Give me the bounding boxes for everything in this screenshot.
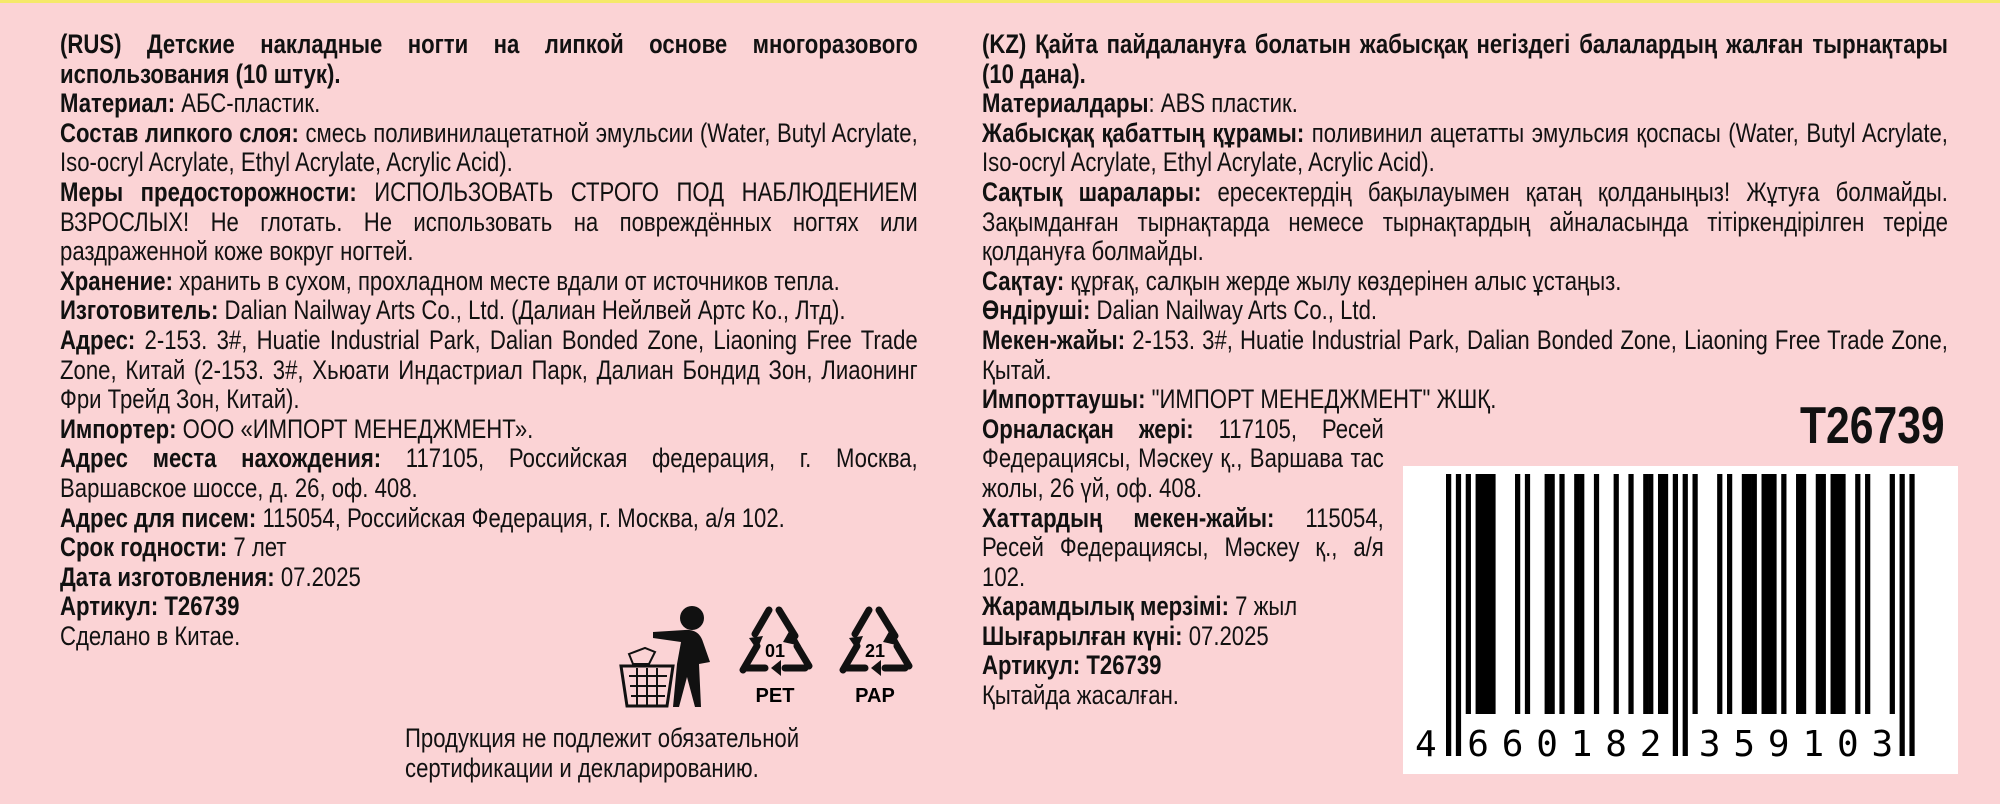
barcode-bar <box>1909 474 1914 756</box>
info-label: Орналасқан жері: <box>982 413 1194 444</box>
info-value: хранить в сухом, прохладном месте вдали от источников тепла. <box>172 265 840 296</box>
info-label: Состав липкого слоя: <box>60 117 299 148</box>
barcode-bar <box>1485 474 1490 714</box>
info-label: Материалдары <box>982 88 1149 119</box>
info-label: Меры предосторожности: <box>60 176 357 207</box>
info-line <box>60 296 918 326</box>
barcode-bar <box>1840 474 1845 714</box>
info-value: 07.2025 <box>274 561 361 592</box>
info-value: 117105, Ресей Федерациясы, Мәскеу қ., Варшава тас жолы, 26 үй, оф. 408. <box>982 413 1384 503</box>
barcode-bar <box>1717 474 1722 714</box>
barcode-bar <box>1643 474 1648 714</box>
barcode-bar <box>1481 474 1486 714</box>
info-line <box>982 504 1384 593</box>
info-label: Артикул: T26739 <box>982 650 1162 681</box>
barcode-bar <box>1628 474 1633 714</box>
info-line <box>982 326 1948 385</box>
certification-note: Продукция не подлежит обязательной сертификации и декларированию. <box>405 723 800 783</box>
info-line <box>60 178 918 267</box>
info-label: Импорттаушы: <box>982 384 1146 415</box>
info-line <box>60 415 918 445</box>
barcode-digit: 0 <box>1836 724 1859 765</box>
barcode-bar <box>1747 474 1752 714</box>
info-label: Адрес для писем: <box>60 502 257 533</box>
svg-text:01: 01 <box>764 641 786 661</box>
barcode-bar <box>1865 474 1870 714</box>
info-value: "ИМПОРТ МЕНЕДЖМЕНТ" ЖШҚ. <box>1145 384 1497 415</box>
barcode-bar <box>1831 474 1836 714</box>
info-label: Шығарылған күні: <box>982 620 1183 651</box>
barcode-bar <box>1693 474 1698 714</box>
info-line <box>60 563 918 593</box>
barcode-bar <box>1683 474 1688 756</box>
info-label: Жабысқақ қабаттың құрамы: <box>982 117 1305 148</box>
info-label: Хранение: <box>60 265 173 296</box>
barcode-bar <box>1559 474 1564 714</box>
barcode-bar <box>1648 474 1653 714</box>
barcode-bar <box>1766 474 1771 714</box>
info-label: Импортер: <box>60 413 177 444</box>
recycle-icon-pet <box>743 610 809 707</box>
info-value: 7 лет <box>227 532 287 563</box>
barcode-digit: 0 <box>1536 724 1558 765</box>
info-line <box>982 651 1384 681</box>
barcode-bar <box>1752 474 1757 714</box>
info-value: 115054, Ресей Федерациясы, Мәскеу қ., а/я 102. <box>982 502 1384 592</box>
info-line <box>982 415 1384 504</box>
info-value: смесь поливинилацетатной эмульсии (Water, Butyl Acrylate, Iso-ocryl Acrylate, Ethyl Acrylate, Acrylic Acid). <box>60 117 918 178</box>
barcode-bar <box>1545 474 1550 714</box>
info-value: 117105, Российская федерация, г. Москва, Варшавское шоссе, д. 26, оф. 408. <box>60 443 918 503</box>
info-line <box>60 533 918 563</box>
info-label: Хаттардың мекен-жайы: <box>982 502 1275 533</box>
info-label: Срок годности: <box>60 532 228 563</box>
info-line <box>982 622 1384 652</box>
info-value: ересектердің бақылауымен қатаң қолданыңыз! Жұтуға болмайды. Зақымданған тырнақтарда немесе тырнақтардың айналасында тітіркендірілген теріде қолдануға болмайды. <box>982 176 1948 267</box>
info-label: Адрес места нахождения: <box>60 443 382 474</box>
barcode-bar <box>1446 474 1451 756</box>
barcode-bar <box>1466 474 1471 714</box>
info-value: 7 жыл <box>1228 591 1298 622</box>
recycle-icon-pap <box>843 610 909 707</box>
svg-text:21: 21 <box>864 641 886 661</box>
barcode-bar <box>1835 474 1840 714</box>
info-line <box>60 267 918 297</box>
info-value: ООО «ИМПОРТ МЕНЕДЖМЕНТ». <box>176 413 534 444</box>
info-label: Дата изготовления: <box>60 561 275 592</box>
info-label: Сақтау: <box>982 265 1065 296</box>
info-line <box>60 89 918 119</box>
info-value: 115054, Российская Федерация, г. Москва, а/я 102. <box>256 502 785 533</box>
info-label: Изготовитель: <box>60 295 219 326</box>
info-value: Dalian Nailway Arts Co., Ltd. <box>1090 295 1378 326</box>
barcode-bar <box>1579 474 1584 714</box>
info-line <box>982 267 1948 297</box>
article-code: T26739 <box>1800 397 1945 455</box>
info-value: 07.2025 <box>1182 620 1269 651</box>
info-line <box>982 592 1384 622</box>
barcode-bar <box>1855 474 1860 714</box>
barcode-bar <box>1476 474 1481 714</box>
barcode-digit: 9 <box>1767 724 1790 765</box>
barcode-bars <box>1403 466 1958 774</box>
info-label: Мекен-жайы: <box>982 324 1126 355</box>
info-line <box>60 326 918 415</box>
barcode-digit: 8 <box>1605 724 1627 765</box>
rus-made-in: Сделано в Китае. <box>60 620 241 651</box>
info-value: поливинил ацетатты эмульсия қоспасы (Water, Butyl Acrylate, Iso-ocryl Acrylate, Ethyl Acrylate, Acrylic Acid). <box>982 117 1948 178</box>
barcode-bar <box>1673 474 1678 756</box>
barcode-digit: 3 <box>1871 724 1894 765</box>
barcode-bar <box>1663 474 1668 714</box>
disposal-icons <box>615 602 925 712</box>
barcode-digit: 1 <box>1802 724 1825 765</box>
rus-title: (RUS) Детские накладные ногти на липкой основе многоразового использования (10 штук). <box>60 29 918 89</box>
info-value: : ABS пластик. <box>1148 88 1298 119</box>
info-label: Сақтық шаралары: <box>982 176 1202 207</box>
info-line <box>60 504 918 534</box>
info-label: Жарамдылық мерзімі: <box>982 591 1229 622</box>
tidyman-trash-icon <box>621 606 710 707</box>
info-label: Материал: <box>60 88 176 119</box>
barcode-bar <box>1574 474 1579 714</box>
barcode-digit: 1 <box>1570 724 1593 765</box>
info-value: Dalian Nailway Arts Co., Ltd. (Далиан Нейлвей Артс Ко., Лтд). <box>218 295 846 326</box>
barcode-bar <box>1614 474 1619 714</box>
barcode-bar <box>1816 474 1821 714</box>
barcode-digit: 6 <box>1467 724 1489 765</box>
barcode-digit: 3 <box>1698 724 1721 765</box>
barcode-bar <box>1771 474 1776 714</box>
info-line <box>982 178 1948 267</box>
kz-made-in: Қытайда жасалған. <box>982 680 1179 711</box>
barcode-bar <box>1490 474 1495 714</box>
barcode-bar <box>1594 474 1599 714</box>
info-label: Өндіруші: <box>982 295 1091 326</box>
barcode-bar <box>1727 474 1732 714</box>
info-line <box>982 296 1948 326</box>
info-line <box>982 89 1948 119</box>
barcode-bar <box>1821 474 1826 714</box>
info-line <box>60 444 918 503</box>
barcode-bar <box>1456 474 1461 756</box>
barcode-bar <box>1900 474 1905 756</box>
barcode-digit: 4 <box>1415 724 1437 765</box>
info-label: Адрес: <box>60 324 136 355</box>
info-value: құрғақ, салқын жерде жылу көздерінен алыс ұстаңыз. <box>1064 265 1622 296</box>
barcode-bar <box>1658 474 1663 714</box>
barcode-bar <box>1801 474 1806 714</box>
info-value: АБС-пластик. <box>175 88 321 119</box>
barcode-bar <box>1525 474 1530 714</box>
info-line <box>982 119 1948 178</box>
kz-title: (KZ) Қайта пайдалануға болатын жабысқақ негіздегі балалардың жалған тырнақтары (10 дана). <box>982 29 1948 89</box>
barcode-bar <box>1550 474 1555 714</box>
rus-section <box>60 30 918 651</box>
barcode-digit: 2 <box>1639 724 1662 765</box>
barcode-digit: 5 <box>1733 724 1756 765</box>
info-value: 2-153. 3#, Huatie Industrial Park, Dalian Bonded Zone, Liaoning Free Trade Zone, Қытай. <box>982 324 1948 385</box>
info-value: 2-153. 3#, Huatie Industrial Park, Dalian Bonded Zone, Liaoning Free Trade Zone, Китай (2-153. 3#, Хьюати Индастриал Парк, Далиан Бондид Зон, Лиаонинг Фри Трейд Зон, Китай). <box>60 324 918 415</box>
barcode-bar <box>1781 474 1786 714</box>
barcode-digit: 6 <box>1501 724 1524 765</box>
svg-text:PAP: PAP <box>855 685 895 707</box>
barcode-bar <box>1742 474 1747 714</box>
info-value: ИСПОЛЬЗОВАТЬ СТРОГО ПОД НАБЛЮДЕНИЕМ ВЗРОСЛЫХ! Не глотать. Не использовать на повреждённых ногтях или раздраженной коже вокруг ногтей. <box>60 176 918 267</box>
barcode-bar <box>1515 474 1520 714</box>
barcode-bar <box>1762 474 1767 714</box>
barcode-bar <box>1796 474 1801 714</box>
info-line <box>60 119 918 178</box>
barcode-bar <box>1890 474 1895 714</box>
barcode <box>1403 466 1958 774</box>
info-label: Артикул: T26739 <box>60 591 240 622</box>
top-border <box>0 0 2000 3</box>
svg-text:PET: PET <box>755 685 795 707</box>
